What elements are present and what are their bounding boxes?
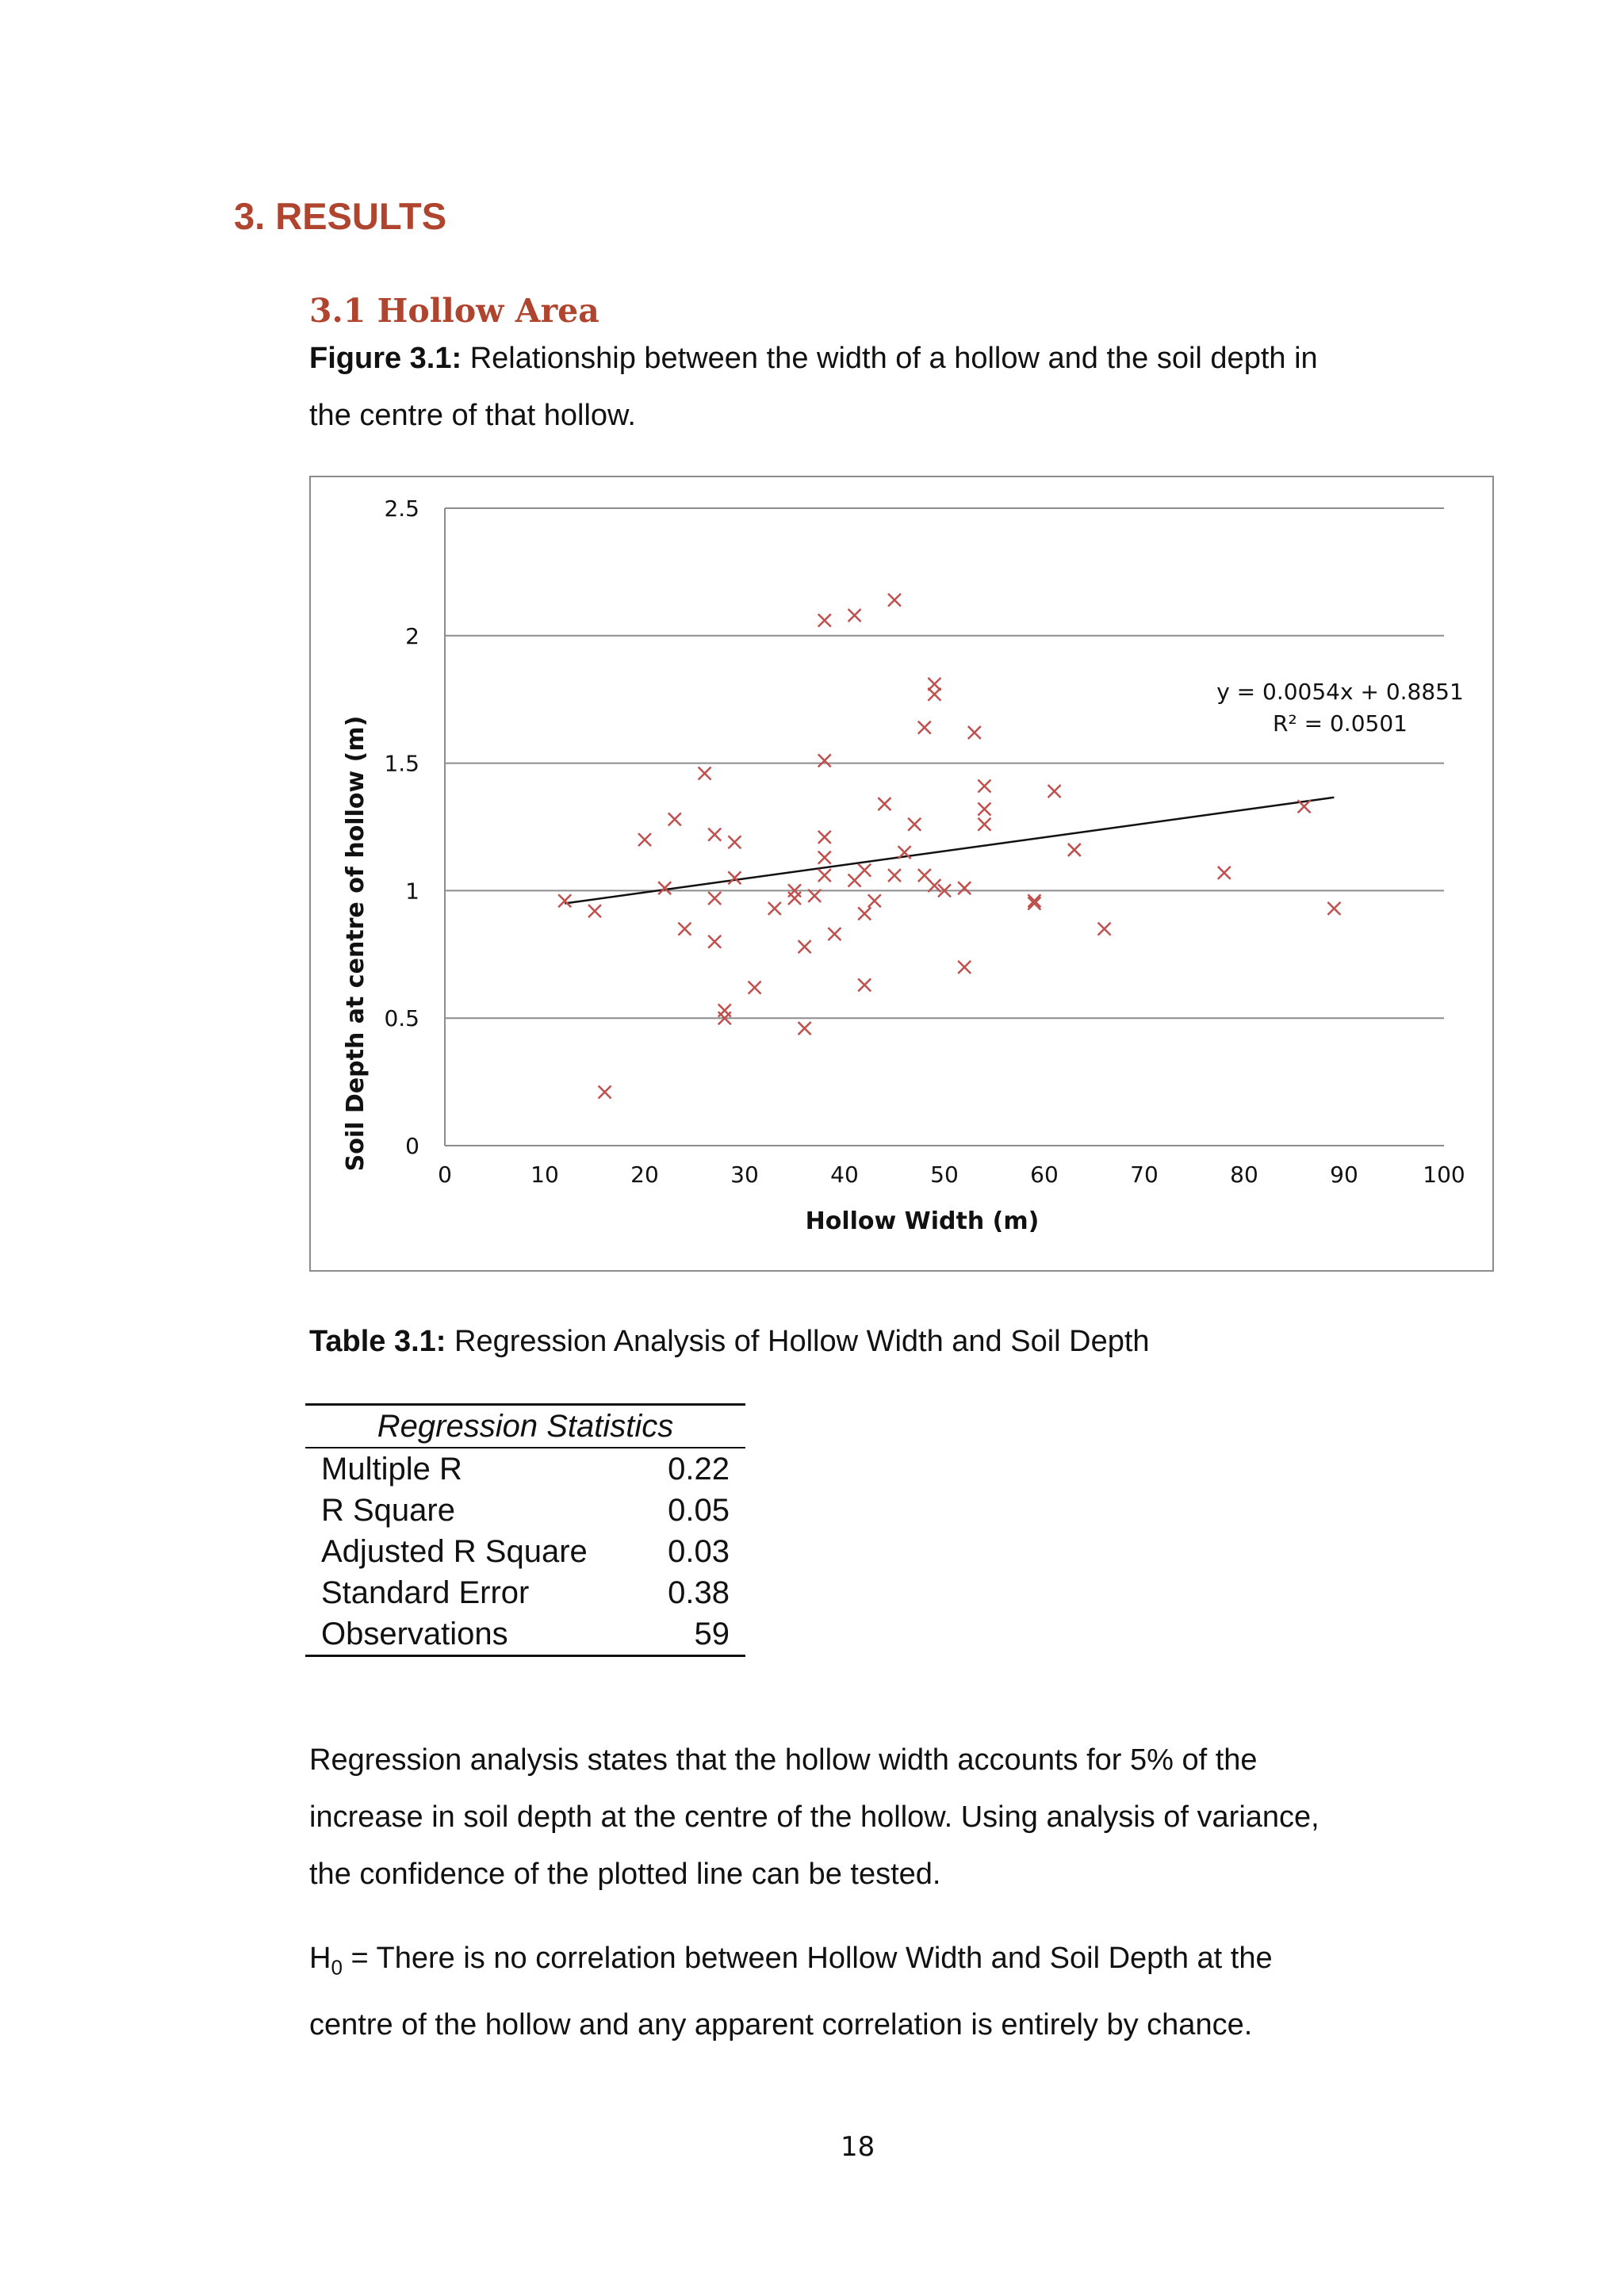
x-tick-label: 50	[930, 1161, 959, 1188]
x-axis-label: Hollow Width (m)	[805, 1207, 1040, 1235]
trendline-equation: y = 0.0054x + 0.8851	[1216, 679, 1464, 705]
table-label: Table 3.1:	[309, 1325, 446, 1358]
y-axis-label: Soil Depth at centre of hollow (m)	[342, 715, 370, 1172]
y-tick-label: 1	[405, 878, 419, 905]
x-tick-label: 90	[1330, 1161, 1358, 1188]
figure-caption	[309, 330, 1483, 444]
para-line: the confidence of the plotted line can be tested.	[309, 1858, 941, 1891]
figure-caption-line2: the centre of that hollow.	[309, 399, 636, 432]
y-tick-label: 0	[405, 1133, 419, 1159]
row-name: Multiple R	[321, 1452, 462, 1487]
regression-table	[305, 1403, 745, 1657]
row-value: 0.22	[668, 1452, 730, 1487]
scatter-chart	[309, 476, 1494, 1272]
row-name: Standard Error	[321, 1575, 530, 1610]
table-bottom-rule	[305, 1655, 745, 1657]
x-tick-label: 70	[1130, 1161, 1159, 1188]
x-tick-label: 100	[1423, 1161, 1465, 1188]
row-value: 59	[694, 1617, 730, 1651]
x-tick-label: 0	[438, 1161, 452, 1188]
page-number: 18	[841, 2131, 875, 2163]
table-row	[305, 1613, 745, 1655]
figure-caption-line1: Relationship between the width of a hollow and the soil depth in	[462, 342, 1318, 375]
trendline-r-squared: R² = 0.0501	[1273, 710, 1408, 737]
h0-line2: centre of the hollow and any apparent correlation is entirely by chance.	[309, 2007, 1253, 2042]
table-caption-text: Regression Analysis of Hollow Width and Soil Depth	[446, 1325, 1150, 1358]
h0-line1: = There is no correlation between Hollow Width and Soil Depth at the	[342, 1942, 1273, 1975]
subsection-title: 3.1 Hollow Area	[309, 292, 599, 330]
x-tick-label: 40	[830, 1161, 859, 1188]
table-header: Regression Statistics	[305, 1406, 745, 1448]
table-row	[305, 1448, 745, 1490]
para-line: increase in soil depth at the centre of the hollow. Using analysis of variance,	[309, 1800, 1320, 1834]
table-row	[305, 1490, 745, 1531]
table-row	[305, 1531, 745, 1572]
table-row	[305, 1572, 745, 1613]
hypothesis-paragraph	[309, 1930, 1499, 2053]
y-tick-label: 2	[405, 622, 419, 649]
x-tick-label: 30	[730, 1161, 759, 1188]
body-paragraph	[309, 1732, 1499, 1903]
row-value: 0.05	[668, 1493, 730, 1528]
x-tick-label: 10	[530, 1161, 559, 1188]
y-tick-label: 1.5	[384, 750, 419, 777]
x-tick-label: 80	[1230, 1161, 1258, 1188]
row-name: Adjusted R Square	[321, 1534, 588, 1569]
row-name: Observations	[321, 1617, 508, 1651]
chart-frame	[310, 476, 1493, 1271]
y-tick-label: 2.5	[384, 496, 419, 522]
x-tick-label: 60	[1030, 1161, 1059, 1188]
y-tick-label: 0.5	[384, 1005, 419, 1032]
h0-subscript: 0	[331, 1955, 343, 1980]
row-value: 0.03	[668, 1534, 730, 1569]
para-line: Regression analysis states that the hollow width accounts for 5% of the	[309, 1743, 1258, 1777]
figure-label: Figure 3.1:	[309, 342, 462, 375]
row-name: R Square	[321, 1493, 455, 1528]
x-tick-label: 20	[630, 1161, 659, 1188]
section-title: 3. RESULTS	[234, 195, 447, 237]
h0-symbol: H	[309, 1942, 331, 1975]
table-caption	[309, 1313, 1483, 1370]
row-value: 0.38	[668, 1575, 730, 1610]
